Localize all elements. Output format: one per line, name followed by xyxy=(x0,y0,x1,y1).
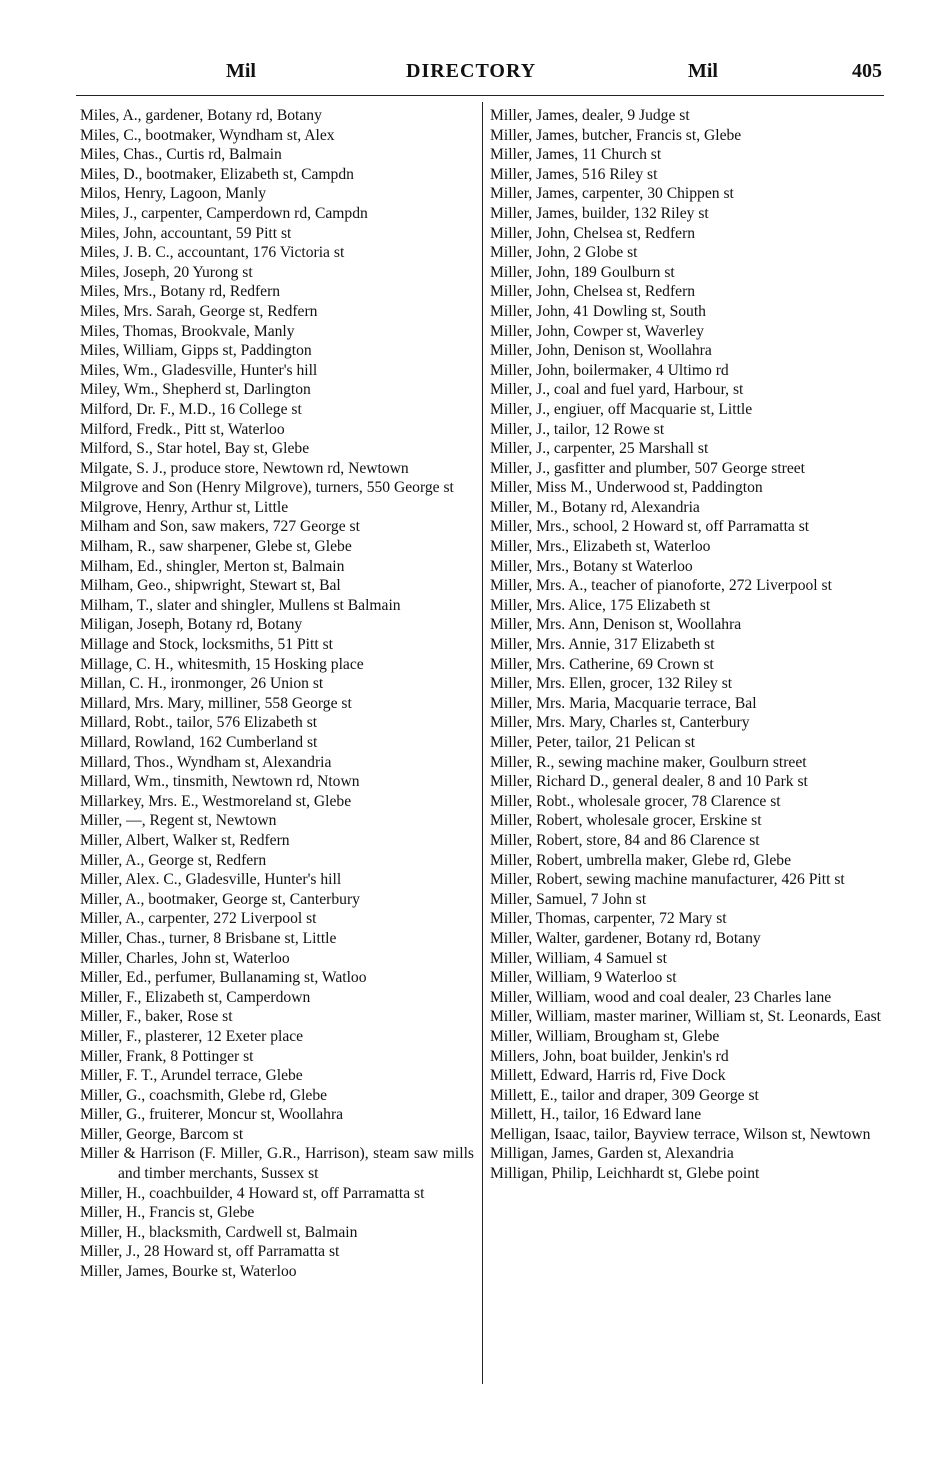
directory-entry: Miller, James, 516 Riley st xyxy=(490,165,658,183)
directory-entry: Miller, James, builder, 132 Riley st xyxy=(490,204,709,222)
directory-entry: Miller, J., gasfitter and plumber, 507 George street xyxy=(490,459,806,477)
directory-entry: Milgrove and Son (Henry Milgrove), turners, 550 George st xyxy=(80,479,454,497)
directory-entry: Millett, E., tailor and draper, 309 George st xyxy=(490,1086,759,1104)
directory-entry: Millard, Thos., Wyndham st, Alexandria xyxy=(80,753,332,771)
directory-entry: Milligan, Philip, Leichhardt st, Glebe point xyxy=(490,1165,760,1183)
directory-entry: Miller, George, Barcom st xyxy=(80,1125,244,1143)
directory-entry: Miller, Albert, Walker st, Redfern xyxy=(80,831,290,849)
directory-entry: Miller, John, boilermaker, 4 Ultimo rd xyxy=(490,361,729,379)
directory-entry: Milham, R., saw sharpener, Glebe st, Glebe xyxy=(80,538,352,556)
directory-entry: Millers, John, boat builder, Jenkin's rd xyxy=(490,1047,729,1065)
directory-entry: Miller, J., coal and fuel yard, Harbour, st xyxy=(490,381,744,399)
directory-entry: Miller, John, Chelsea st, Redfern xyxy=(490,283,696,301)
directory-entry: Miller, John, Denison st, Woollahra xyxy=(490,342,712,360)
directory-entry: Miles, J., carpenter, Camperdown rd, Campdn xyxy=(80,204,368,222)
directory-entry: Miller, A., carpenter, 272 Liverpool st xyxy=(80,910,317,928)
directory-entry: Miller, Mrs. Ellen, grocer, 132 Riley st xyxy=(490,675,733,693)
left-column xyxy=(80,106,474,1282)
directory-entry: Millard, Rowland, 162 Cumberland st xyxy=(80,734,318,751)
directory-entry: Miller, A., George st, Redfern xyxy=(80,851,267,869)
directory-entry: Miller, F., plasterer, 12 Exeter place xyxy=(80,1027,304,1045)
directory-entry: Miller, William, master mariner, William st, St. Leonards, East xyxy=(490,1008,882,1026)
directory-entry: Miller, Robert, umbrella maker, Glebe rd, Glebe xyxy=(490,851,791,869)
directory-entry: Miller, J., 28 Howard st, off Parramatta st xyxy=(80,1243,340,1261)
directory-entry: Miller, Frank, 8 Pottinger st xyxy=(80,1047,254,1065)
directory-entry: Miller, John, Cowper st, Waverley xyxy=(490,322,704,340)
directory-entry: Miller, G., fruiterer, Moncur st, Woollahra xyxy=(80,1106,344,1124)
directory-entry: Miles, Wm., Gladesville, Hunter's hill xyxy=(80,361,318,379)
directory-entry: Miller, James, butcher, Francis st, Glebe xyxy=(490,126,742,144)
directory-entry: Miller, F. T., Arundel terrace, Glebe xyxy=(80,1067,303,1085)
directory-entry: Miles, Mrs. Sarah, George st, Redfern xyxy=(80,302,318,320)
directory-entry: Milham, Ed., shingler, Merton st, Balmain xyxy=(80,557,345,575)
right-guide-word: Mil xyxy=(688,60,718,82)
directory-entry: Miller, Peter, tailor, 21 Pelican st xyxy=(490,734,696,751)
directory-entry: Melligan, Isaac, tailor, Bayview terrace, Wilson st, Newtown xyxy=(490,1125,871,1143)
directory-entry: Miller, William, 9 Waterloo st xyxy=(490,969,677,987)
directory-entry: Millard, Robt., tailor, 576 Elizabeth st xyxy=(80,714,318,732)
directory-entry: Millett, Edward, Harris rd, Five Dock xyxy=(490,1067,726,1085)
directory-entry: Miles, J. B. C., accountant, 176 Victoria st xyxy=(80,244,345,262)
directory-entry: Miller, F., Elizabeth st, Camperdown xyxy=(80,988,311,1006)
directory-entry: Miller, Thomas, carpenter, 72 Mary st xyxy=(490,910,727,928)
directory-entry: Miller, Robert, wholesale grocer, Erskine st xyxy=(490,812,762,830)
directory-entry: Miller, Mrs., school, 2 Howard st, off Parramatta st xyxy=(490,518,810,536)
directory-entry: Miller, Mrs. Annie, 317 Elizabeth st xyxy=(490,636,715,654)
directory-entry: Milligan, James, Garden st, Alexandria xyxy=(490,1145,734,1163)
directory-entry: Milham, T., slater and shingler, Mullens st Balmain xyxy=(80,596,401,614)
directory-entry: Miller, Alex. C., Gladesville, Hunter's hill xyxy=(80,871,342,889)
column-divider xyxy=(482,102,483,1384)
header-rule xyxy=(76,95,884,96)
directory-entry: Millage, C. H., whitesmith, 15 Hosking place xyxy=(80,655,364,673)
directory-entry: Miller, Mrs., Elizabeth st, Waterloo xyxy=(490,538,711,556)
directory-entry: Miller, William, Brougham st, Glebe xyxy=(490,1027,720,1045)
directory-entry: Miller, F., baker, Rose st xyxy=(80,1008,233,1026)
directory-entry: Milford, S., Star hotel, Bay st, Glebe xyxy=(80,440,310,458)
directory-entry: Miller, A., bootmaker, George st, Canterbury xyxy=(80,890,360,908)
directory-entry: Miller, J., carpenter, 25 Marshall st xyxy=(490,440,709,458)
directory-entry: Miller, John, 189 Goulburn st xyxy=(490,263,675,281)
directory-entry: Miller, R., sewing machine maker, Goulburn street xyxy=(490,753,807,771)
directory-entry: Miller, —, Regent st, Newtown xyxy=(80,812,277,830)
directory-entry: Miller, William, 4 Samuel st xyxy=(490,949,667,967)
directory-entry: Miller, Robert, sewing machine manufacturer, 426 Pitt st xyxy=(490,871,845,889)
directory-entry: Miller & Harrison (F. Miller, G.R., Harrison), steam saw mills and timber merchants, Sussex st xyxy=(80,1145,474,1183)
directory-entry: Millan, C. H., ironmonger, 26 Union st xyxy=(80,675,324,693)
directory-entry: Miller, Robt., wholesale grocer, 78 Clarence st xyxy=(490,792,781,810)
directory-entry: Miller, J., tailor, 12 Rowe st xyxy=(490,420,665,438)
directory-entry: Miles, Chas., Curtis rd, Balmain xyxy=(80,146,282,164)
directory-entry: Miles, D., bootmaker, Elizabeth st, Campdn xyxy=(80,165,354,183)
directory-entry: Milgrove, Henry, Arthur st, Little xyxy=(80,498,289,516)
directory-entry: Miller, Mrs. Maria, Macquarie terrace, Bal xyxy=(490,694,757,712)
directory-entry: Miles, John, accountant, 59 Pitt st xyxy=(80,224,292,242)
directory-entry: Miller, Charles, John st, Waterloo xyxy=(80,949,290,967)
directory-entry: Millage and Stock, locksmiths, 51 Pitt st xyxy=(80,636,333,654)
directory-entry: Miller, H., Francis st, Glebe xyxy=(80,1204,255,1222)
directory-entry: Millard, Wm., tinsmith, Newtown rd, Ntown xyxy=(80,773,360,791)
page-number: 405 xyxy=(852,60,882,82)
directory-entry: Miller, Robert, store, 84 and 86 Clarence st xyxy=(490,831,760,849)
running-header xyxy=(76,60,884,90)
directory-entry: Miller, Mrs. A., teacher of pianoforte, 272 Liverpool st xyxy=(490,577,832,595)
directory-entry: Miller, John, Chelsea st, Redfern xyxy=(490,224,696,242)
directory-entry: Miller, James, carpenter, 30 Chippen st xyxy=(490,185,734,203)
directory-entry: Milham, Geo., shipwright, Stewart st, Bal xyxy=(80,577,341,595)
directory-entry: Miller, Mrs., Botany st Waterloo xyxy=(490,557,693,575)
directory-entry: Milham and Son, saw makers, 727 George st xyxy=(80,518,360,536)
directory-entry: Miller, J., engiuer, off Macquarie st, Little xyxy=(490,400,753,418)
directory-entry: Miller, James, dealer, 9 Judge st xyxy=(490,107,690,124)
directory-entry: Miller, H., blacksmith, Cardwell st, Balmain xyxy=(80,1223,358,1241)
directory-entry: Miligan, Joseph, Botany rd, Botany xyxy=(80,616,303,634)
directory-entry: Miller, James, Bourke st, Waterloo xyxy=(80,1263,297,1281)
directory-entry: Miller, H., coachbuilder, 4 Howard st, off Parramatta st xyxy=(80,1184,425,1202)
directory-entry: Millett, H., tailor, 16 Edward lane xyxy=(490,1106,702,1124)
directory-entry: Miles, Thomas, Brookvale, Manly xyxy=(80,322,295,340)
directory-entry: Miller, Miss M., Underwood st, Paddington xyxy=(490,479,763,497)
directory-entry: Milford, Fredk., Pitt st, Waterloo xyxy=(80,420,285,438)
directory-entry: Miles, Mrs., Botany rd, Redfern xyxy=(80,283,281,301)
directory-entry: Miley, Wm., Shepherd st, Darlington xyxy=(80,381,311,399)
directory-entry: Miller, G., coachsmith, Glebe rd, Glebe xyxy=(80,1086,328,1104)
directory-entry: Miller, Ed., perfumer, Bullanaming st, Watloo xyxy=(80,969,367,987)
directory-entry: Miles, Joseph, 20 Yurong st xyxy=(80,263,253,281)
directory-entry: Miller, Richard D., general dealer, 8 and 10 Park st xyxy=(490,773,808,791)
directory-entry: Milos, Henry, Lagoon, Manly xyxy=(80,185,267,203)
directory-entry: Miller, John, 41 Dowling st, South xyxy=(490,302,706,320)
directory-entry: Millard, Mrs. Mary, milliner, 558 George st xyxy=(80,694,352,712)
directory-entry: Miles, A., gardener, Botany rd, Botany xyxy=(80,107,322,124)
directory-entry: Miller, William, wood and coal dealer, 23 Charles lane xyxy=(490,988,832,1006)
directory-entry: Milford, Dr. F., M.D., 16 College st xyxy=(80,400,302,418)
directory-title: DIRECTORY xyxy=(406,60,537,82)
directory-entry: Milgate, S. J., produce store, Newtown rd, Newtown xyxy=(80,459,409,477)
directory-entry: Miller, Chas., turner, 8 Brisbane st, Little xyxy=(80,929,337,947)
directory-entry: Miller, Mrs. Mary, Charles st, Canterbury xyxy=(490,714,750,732)
directory-entry: Miller, Mrs. Catherine, 69 Crown st xyxy=(490,655,714,673)
directory-entry: Miles, William, Gipps st, Paddington xyxy=(80,342,312,360)
directory-entry: Miller, John, 2 Globe st xyxy=(490,244,638,262)
directory-entry: Miles, C., bootmaker, Wyndham st, Alex xyxy=(80,126,335,144)
directory-entry: Miller, James, 11 Church st xyxy=(490,146,662,164)
directory-entry: Miller, Mrs. Ann, Denison st, Woollahra xyxy=(490,616,742,634)
directory-entry: Miller, Samuel, 7 John st xyxy=(490,890,647,908)
directory-entry: Miller, M., Botany rd, Alexandria xyxy=(490,498,700,516)
directory-entry: Millarkey, Mrs. E., Westmoreland st, Glebe xyxy=(80,792,352,810)
directory-entry: Miller, Mrs. Alice, 175 Elizabeth st xyxy=(490,596,711,614)
left-guide-word: Mil xyxy=(226,60,256,82)
right-column xyxy=(490,106,883,1184)
directory-entry: Miller, Walter, gardener, Botany rd, Botany xyxy=(490,929,761,947)
